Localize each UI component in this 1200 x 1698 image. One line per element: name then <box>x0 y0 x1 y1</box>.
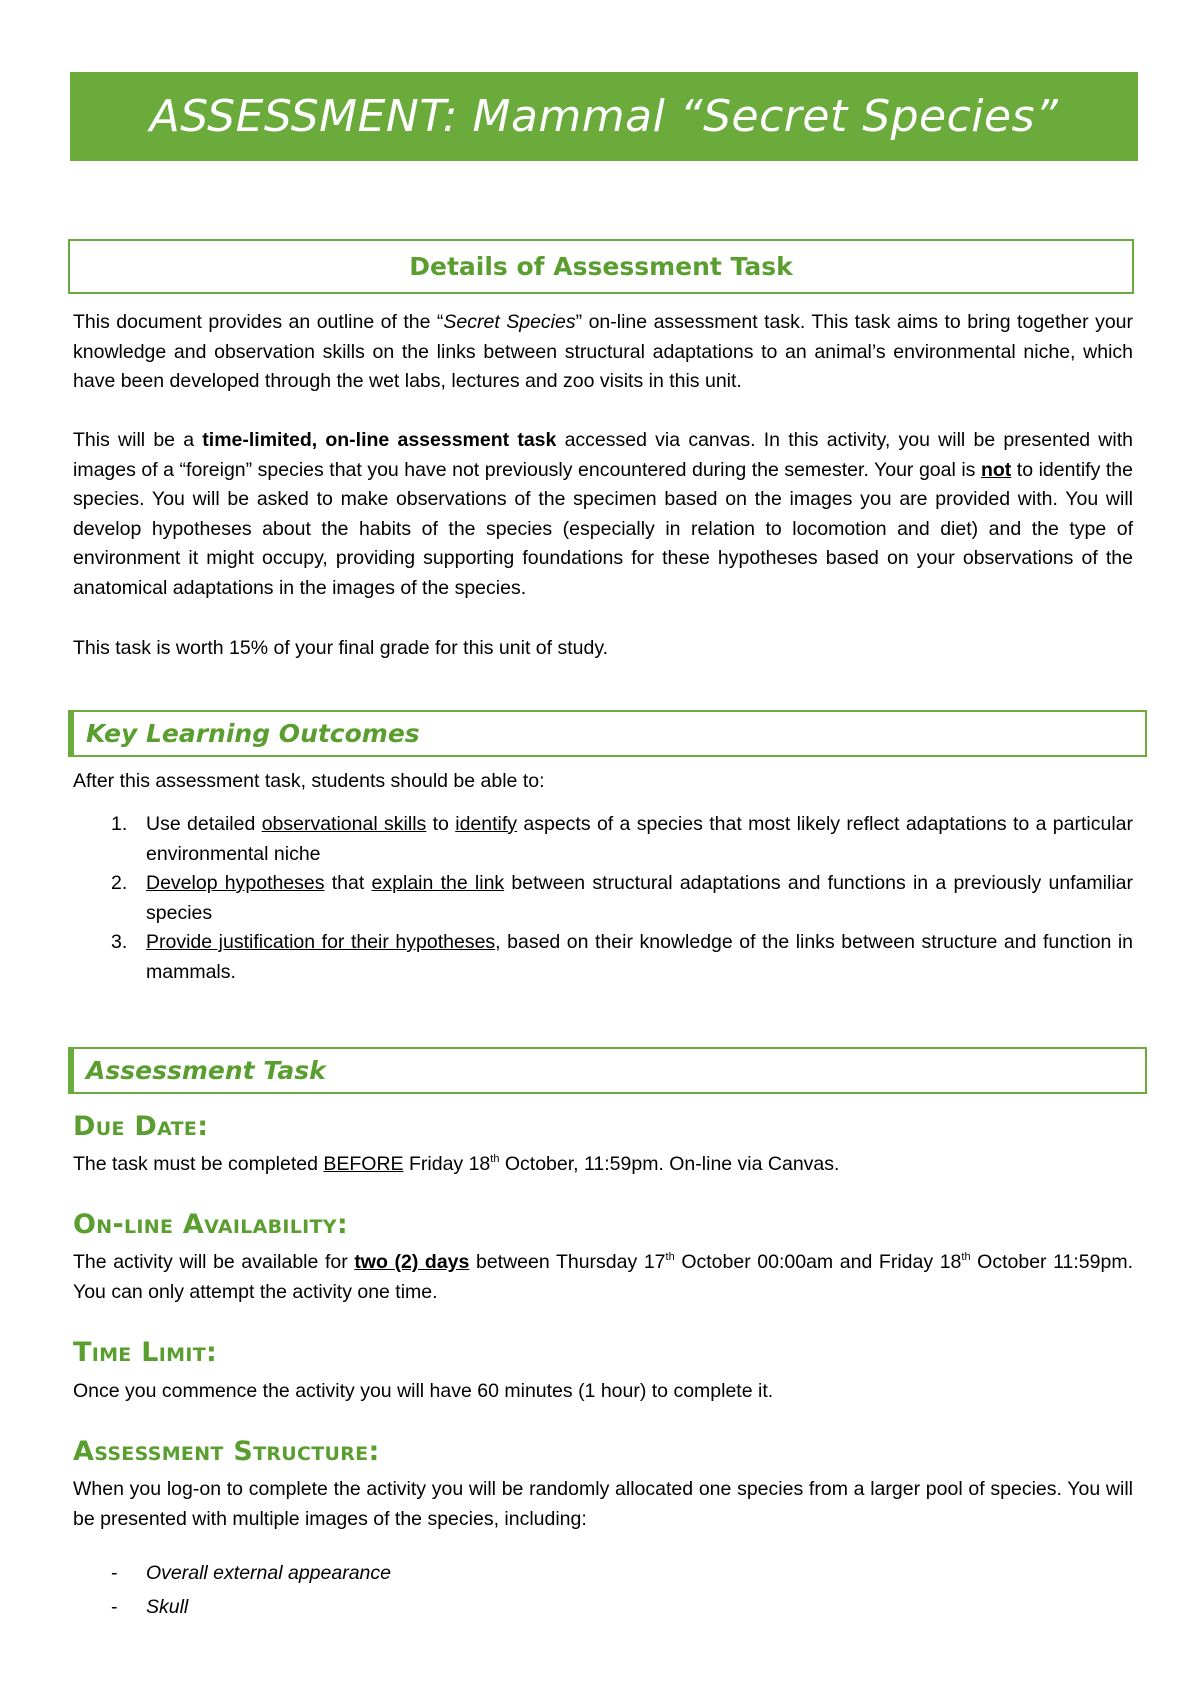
availability-heading: On-line Availability: <box>73 1209 348 1240</box>
outcomes-heading-box <box>68 710 1147 757</box>
list-item: - Overall external appearance <box>111 1562 391 1584</box>
availability-text: The activity will be available for two (2) days between Thursday 17th October 00:00am and Friday 18th October 11:59pm. You can only attempt the activity one time. <box>73 1251 1134 1303</box>
time-limit-heading: Time Limit: <box>73 1337 218 1368</box>
outcomes-intro: After this assessment task, students should be able to: <box>73 770 545 792</box>
title-banner <box>70 72 1138 161</box>
list-item: 2. Develop hypotheses that explain the link between structural adaptations and functions in a previously unfamiliar species <box>111 872 1134 924</box>
details-heading-box <box>68 239 1134 294</box>
details-paragraph-3: This task is worth 15% of your final grade for this unit of study. <box>73 637 609 659</box>
due-date-heading: Due Date: <box>73 1111 209 1142</box>
outcomes-list <box>73 810 1133 987</box>
details-paragraph-2: This will be a time-limited, on-line assessment task accessed via canvas. In this activity, you will be presented with images of a “foreign” species that you have not previously encountered during the semester. Your goal is not to identify the species. You will be asked to make observations of the specimen based on the images you are provided with. You will develop hypotheses about the habits of the species (especially in relation to locomotion and diet) and the type of environment it might occupy, providing supporting foundations for these hypotheses based on your observations of the anatomical adaptations in the images of the species. <box>73 429 1133 599</box>
task-heading: Assessment Task <box>86 1056 326 1085</box>
outcomes-heading: Key Learning Outcomes <box>86 719 420 748</box>
structure-list <box>73 1556 391 1624</box>
task-heading-box <box>68 1047 1147 1094</box>
details-heading: Details of Assessment Task <box>409 252 793 281</box>
list-item: 3. Provide justification for their hypotheses, based on their knowledge of the links between structure and function in mammals. <box>111 931 1134 983</box>
due-date-text: The task must be completed BEFORE Friday 18th October, 11:59pm. On-line via Canvas. <box>73 1153 840 1175</box>
structure-text: When you log-on to complete the activity you will be randomly allocated one species from a larger pool of species. You will be presented with multiple images of the species, including: <box>73 1478 1133 1530</box>
details-paragraph-1: This document provides an outline of the “Secret Species” on-line assessment task. This task aims to bring together your knowledge and observation skills on the links between structural adaptations to an animal’s environmental niche, which have been developed through the wet labs, lectures and zoo visits in this unit. <box>73 311 1134 392</box>
list-item: - Skull <box>111 1596 189 1618</box>
time-limit-text: Once you commence the activity you will have 60 minutes (1 hour) to complete it. <box>73 1380 774 1402</box>
document-title: ASSESSMENT: Mammal “Secret Species” <box>149 91 1059 142</box>
structure-heading: Assessment Structure: <box>73 1436 380 1467</box>
list-item: 1. Use detailed observational skills to identify aspects of a species that most likely reflect adaptations to a particular environmental niche <box>111 813 1134 865</box>
